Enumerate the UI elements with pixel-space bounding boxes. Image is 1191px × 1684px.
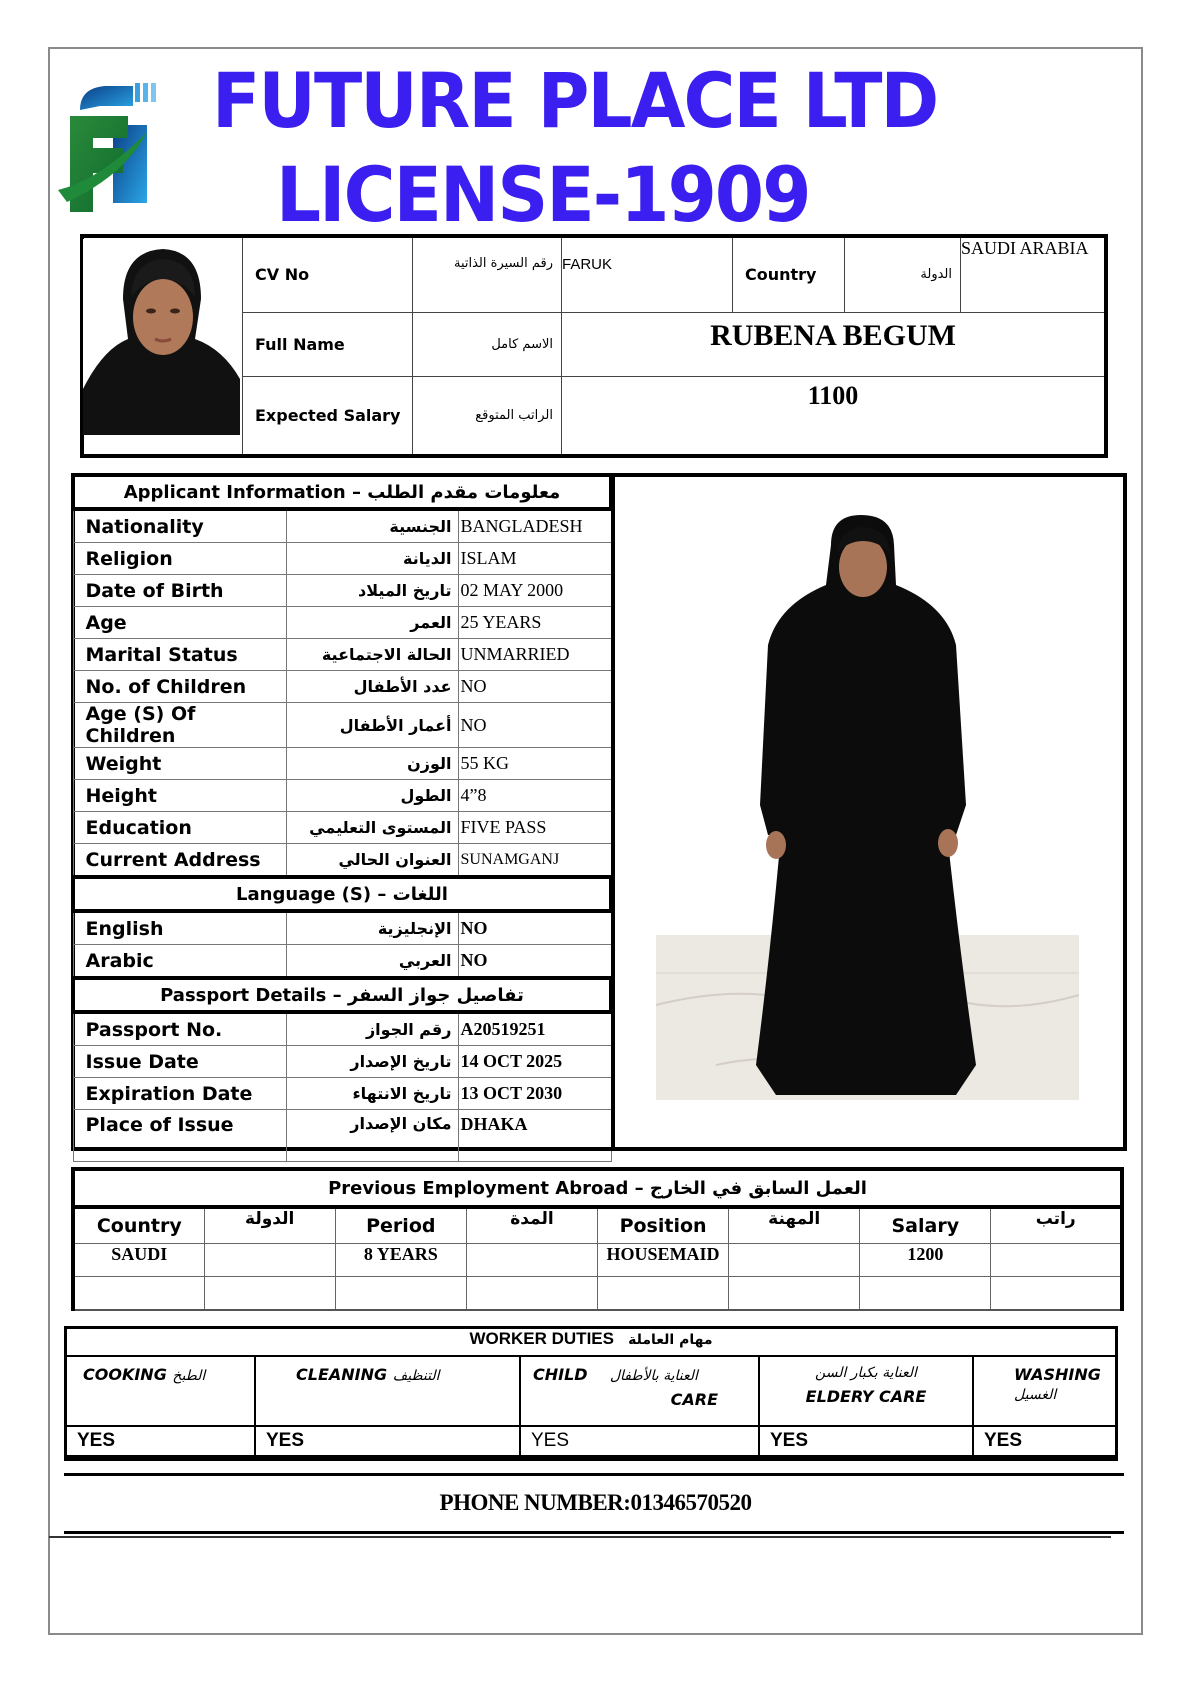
table-row (73, 1277, 1122, 1311)
passport-no-label-ar: رقم الجواز (286, 1012, 458, 1046)
cv-no-label: CV No (243, 236, 413, 312)
duty-cooking-label-ar: الطبخ (172, 1368, 206, 1384)
age-label: Age (73, 607, 286, 639)
country-label-ar: الدولة (845, 236, 961, 312)
duty-child-care (520, 1356, 759, 1426)
emp-period: 8 YEARS (335, 1244, 466, 1277)
table-row (73, 911, 611, 945)
passport-no-value: A20519251 (458, 1012, 611, 1046)
english-label: English (73, 911, 286, 945)
table-row (73, 812, 611, 844)
place-of-issue-value: DHAKA (458, 1110, 611, 1162)
duty-cooking (66, 1356, 256, 1426)
age-label-ar: العمر (286, 607, 458, 639)
expiration-date-label: Expiration Date (73, 1078, 286, 1110)
weight-value: 55 KG (458, 748, 611, 780)
expected-salary-label-ar: الراتب المتوقع (413, 376, 562, 456)
children-ages-label: Age (S) Of Children (73, 703, 286, 748)
place-of-issue-label-ar: مكان الإصدار (286, 1110, 458, 1162)
emp-cell (860, 1277, 991, 1311)
duty-child-label-care: CARE (670, 1390, 718, 1409)
footer-bottom-rule-2 (49, 1536, 1111, 1538)
emp-position-ar (729, 1244, 860, 1277)
emp-salary: 1200 (860, 1244, 991, 1277)
employment-table (71, 1167, 1124, 1311)
panel-divider (611, 473, 615, 1151)
license-number: LICENSE-1909 (276, 150, 810, 239)
weight-label: Weight (73, 748, 286, 780)
table-row (73, 703, 611, 748)
worker-duties-table (64, 1326, 1118, 1461)
arabic-label: Arabic (73, 945, 286, 979)
height-value: 4”8 (458, 780, 611, 812)
emp-cell (466, 1277, 597, 1311)
emp-cell (335, 1277, 466, 1311)
duty-child-label: CHILD (533, 1365, 588, 1384)
emp-col-country: Country (73, 1207, 204, 1244)
phone-number: PHONE NUMBER:01346570520 (439, 1490, 752, 1515)
children-label: No. of Children (73, 671, 286, 703)
full-name-label-ar: الاسم كامل (413, 312, 562, 376)
marital-status-label: Marital Status (73, 639, 286, 671)
height-label: Height (73, 780, 286, 812)
emp-col-position: Position (598, 1207, 729, 1244)
table-row (73, 639, 611, 671)
emp-cell (598, 1277, 729, 1311)
duties-title: WORKER DUTIES (469, 1329, 614, 1348)
emp-cell (729, 1277, 860, 1311)
children-value: NO (458, 671, 611, 703)
table-row (73, 945, 611, 979)
emp-country-ar (204, 1244, 335, 1277)
country-label: Country (733, 236, 845, 312)
children-ages-value: NO (458, 703, 611, 748)
duty-cleaning-label: CLEANING (296, 1365, 388, 1384)
duty-washing-label-ar: الغسيل (1014, 1387, 1057, 1403)
expiration-date-value: 13 OCT 2030 (458, 1078, 611, 1110)
passport-heading: Passport Details – تفاصيل جواز السفر (73, 978, 611, 1012)
english-value: NO (458, 911, 611, 945)
emp-position: HOUSEMAID (598, 1244, 729, 1277)
expiration-date-label-ar: تاريخ الانتهاء (286, 1078, 458, 1110)
education-label: Education (73, 812, 286, 844)
footer-top-rule (64, 1473, 1124, 1476)
duty-eldery-label-ar: العناية بكبار السن (815, 1365, 917, 1381)
duties-title-ar: مهام العاملة (628, 1332, 713, 1348)
place-of-issue-label: Place of Issue (73, 1110, 286, 1162)
table-row (73, 1244, 1122, 1277)
duty-washing-label: WASHING (1014, 1365, 1101, 1384)
emp-cell (991, 1277, 1122, 1311)
address-label: Current Address (73, 844, 286, 878)
duty-cleaning-label-ar: التنظيف (392, 1368, 440, 1384)
duty-child-label-ar: العناية بالأطفال (609, 1368, 698, 1384)
marital-status-value: UNMARRIED (458, 639, 611, 671)
nationality-label: Nationality (73, 509, 286, 543)
emp-col-position-ar: المهنة (729, 1207, 860, 1244)
cv-no-label-ar: رقم السيرة الذاتية (413, 236, 562, 312)
full-name-label: Full Name (243, 312, 413, 376)
dob-label-ar: تاريخ الميلاد (286, 575, 458, 607)
duty-cleaning (255, 1356, 520, 1426)
full-name-value: RUBENA BEGUM (562, 312, 1107, 376)
duties-heading (66, 1328, 1117, 1357)
duty-eldery-label: ELDERY CARE (805, 1387, 927, 1406)
emp-col-country-ar: الدولة (204, 1207, 335, 1244)
expected-salary-label: Expected Salary (243, 376, 413, 456)
emp-col-salary: Salary (860, 1207, 991, 1244)
children-label-ar: عدد الأطفال (286, 671, 458, 703)
table-row (73, 1046, 611, 1078)
table-row (73, 1078, 611, 1110)
emp-col-period: Period (335, 1207, 466, 1244)
expected-salary-value: 1100 (562, 376, 1107, 456)
emp-salary-ar (991, 1244, 1122, 1277)
company-name: FUTURE PLACE LTD (212, 56, 938, 145)
dob-value: 02 MAY 2000 (458, 575, 611, 607)
height-label-ar: الطول (286, 780, 458, 812)
address-value: SUNAMGANJ (458, 844, 611, 878)
emp-col-salary-ar: راتب (991, 1207, 1122, 1244)
emp-period-ar (466, 1244, 597, 1277)
arabic-value: NO (458, 945, 611, 979)
duty-cleaning-value: YES (255, 1426, 520, 1458)
arabic-label-ar: العربي (286, 945, 458, 979)
nationality-value: BANGLADESH (458, 509, 611, 543)
languages-heading: Language (S) – اللغات (73, 877, 611, 911)
nationality-label-ar: الجنسية (286, 509, 458, 543)
passport-no-label: Passport No. (73, 1012, 286, 1046)
duty-eldery-care (759, 1356, 973, 1426)
emp-cell (73, 1277, 204, 1311)
duty-cooking-value: YES (66, 1426, 256, 1458)
emp-col-period-ar: المدة (466, 1207, 597, 1244)
table-row (73, 844, 611, 878)
future-place-logo-icon (55, 80, 163, 212)
table-row (73, 543, 611, 575)
address-label-ar: العنوان الحالي (286, 844, 458, 878)
religion-value: ISLAM (458, 543, 611, 575)
table-row (73, 748, 611, 780)
education-label-ar: المستوى التعليمي (286, 812, 458, 844)
applicant-info-table (71, 473, 613, 1162)
employment-heading: Previous Employment Abroad – العمل السابق في الخارج (73, 1169, 1122, 1207)
duty-cooking-label: COOKING (83, 1365, 167, 1384)
cv-no-value: FARUK (562, 236, 733, 312)
duty-washing (973, 1356, 1117, 1426)
table-row (73, 607, 611, 639)
footer-bottom-rule (64, 1531, 1124, 1534)
country-value: SAUDI ARABIA (961, 236, 1107, 312)
full-length-photo (656, 505, 1079, 1120)
children-ages-label-ar: أعمار الأطفال (286, 703, 458, 748)
duty-washing-value: YES (973, 1426, 1117, 1458)
duty-child-value: YES (520, 1426, 759, 1458)
table-row (73, 780, 611, 812)
education-value: FIVE PASS (458, 812, 611, 844)
age-value: 25 YEARS (458, 607, 611, 639)
table-row (73, 1012, 611, 1046)
english-label-ar: الإنجليزية (286, 911, 458, 945)
table-row (73, 671, 611, 703)
table-row (73, 1110, 611, 1162)
religion-label: Religion (73, 543, 286, 575)
emp-cell (204, 1277, 335, 1311)
emp-country: SAUDI (73, 1244, 204, 1277)
duty-eldery-value: YES (759, 1426, 973, 1458)
issue-date-label-ar: تاريخ الإصدار (286, 1046, 458, 1078)
applicant-info-heading: Applicant Information – معلومات مقدم الطلب (73, 475, 611, 509)
dob-label: Date of Birth (73, 575, 286, 607)
portrait-photo (83, 239, 240, 435)
marital-status-label-ar: الحالة الاجتماعية (286, 639, 458, 671)
issue-date-label: Issue Date (73, 1046, 286, 1078)
table-row (73, 575, 611, 607)
issue-date-value: 14 OCT 2025 (458, 1046, 611, 1078)
religion-label-ar: الديانة (286, 543, 458, 575)
table-row (73, 509, 611, 543)
weight-label-ar: الوزن (286, 748, 458, 780)
